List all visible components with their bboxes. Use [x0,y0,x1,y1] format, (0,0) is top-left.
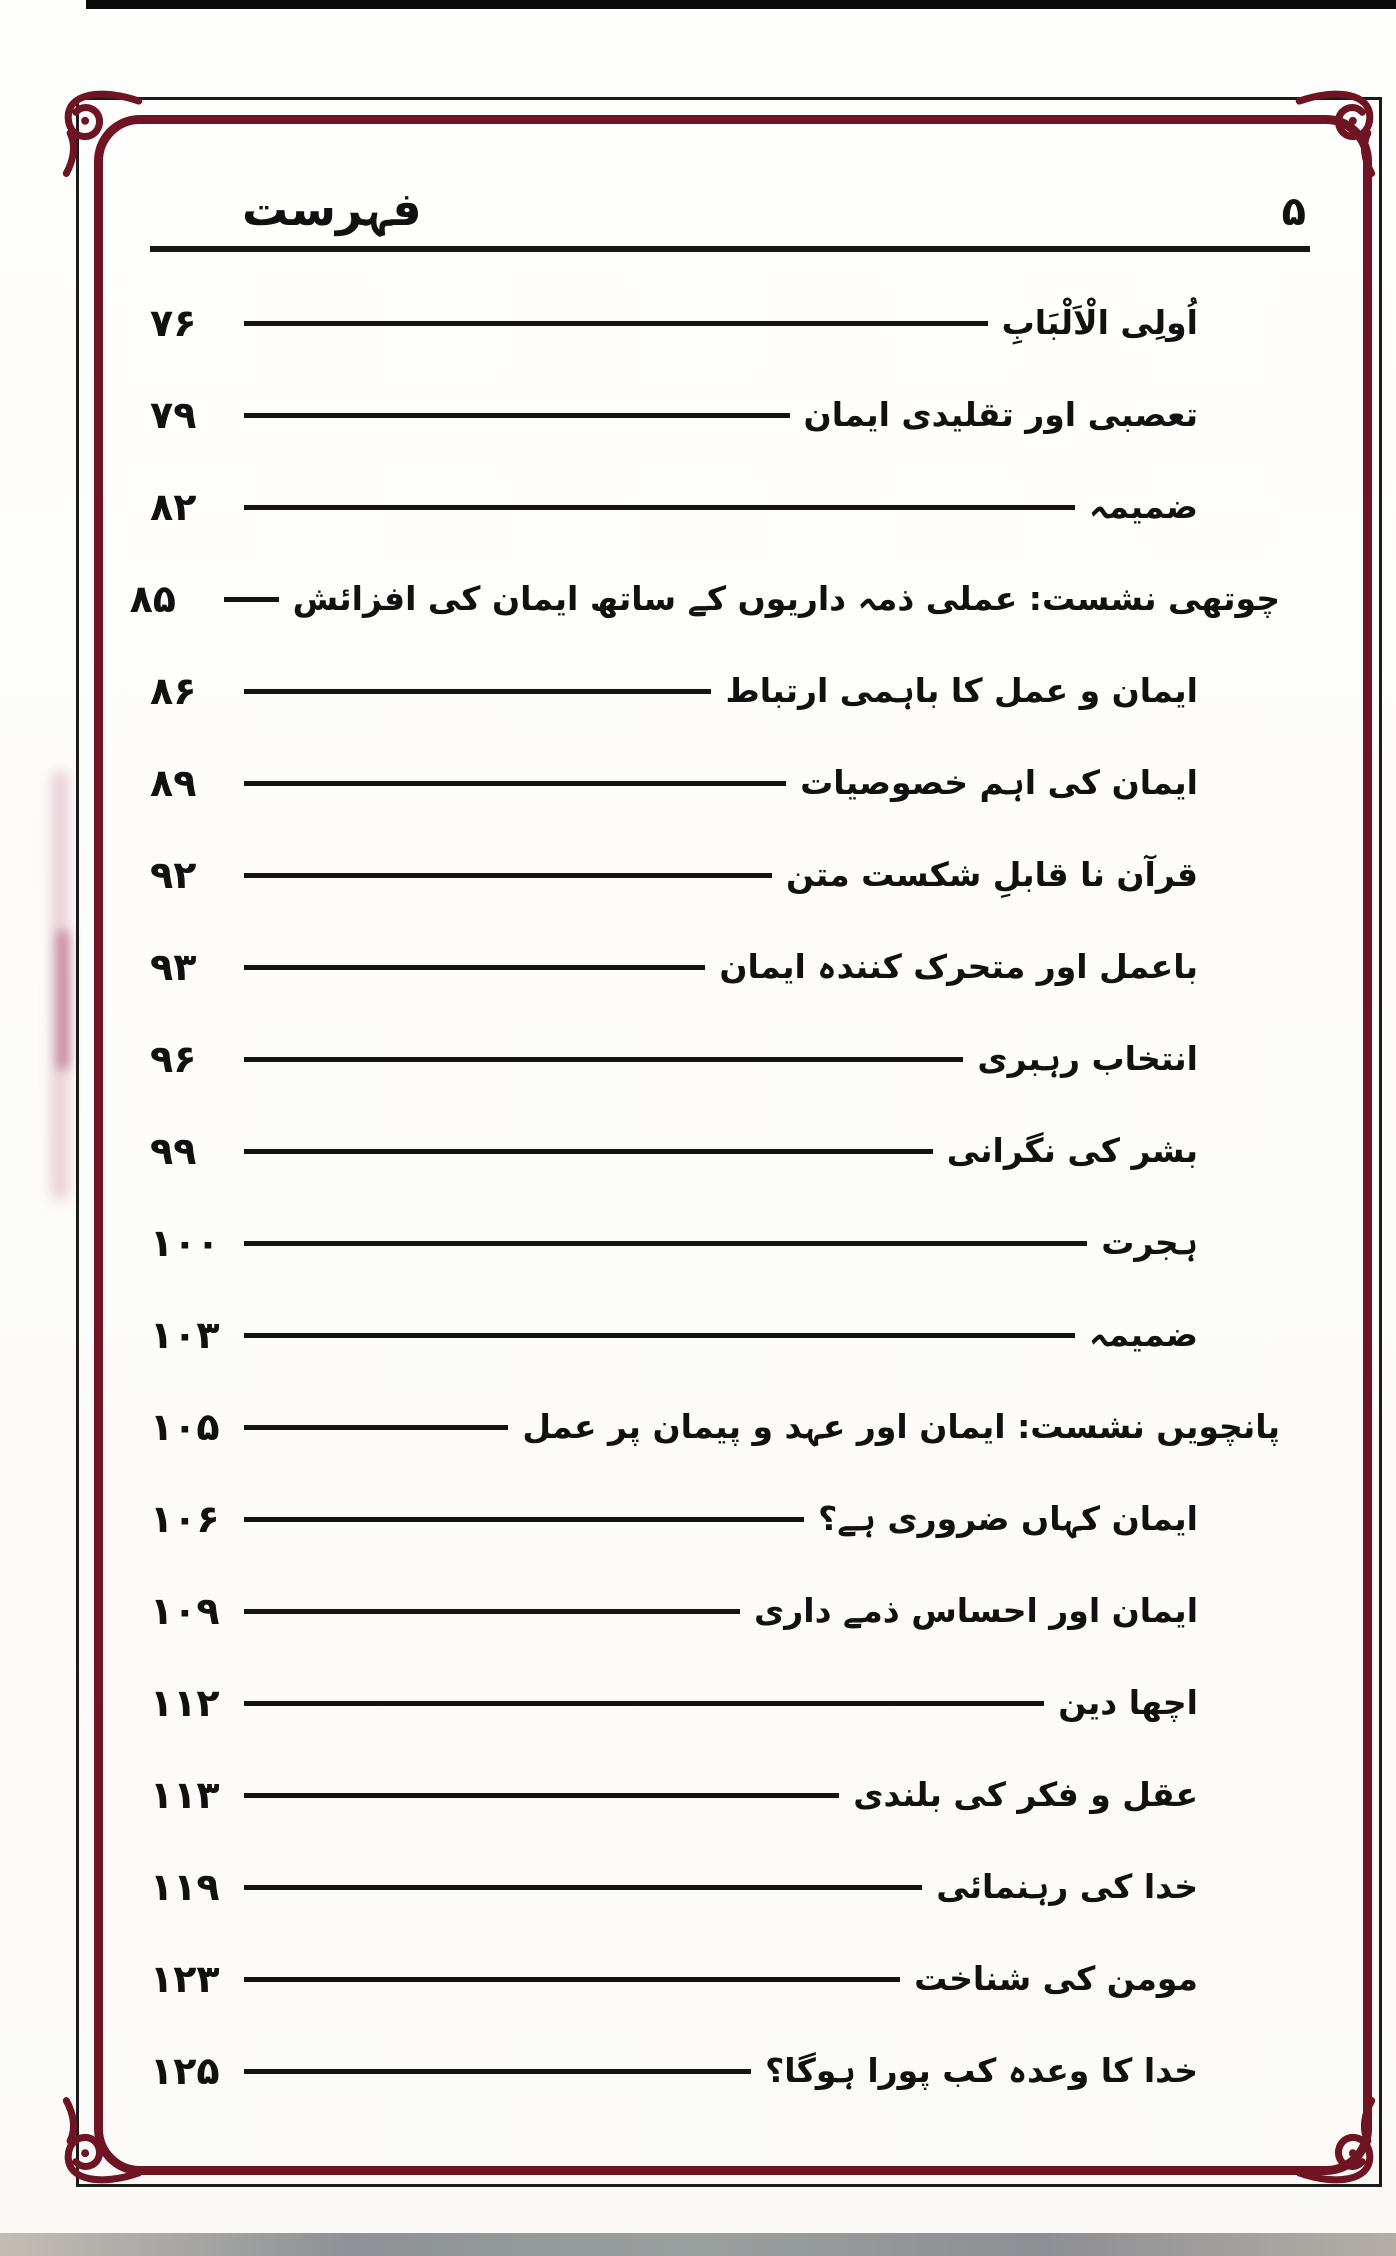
toc-leader-line [244,413,790,418]
toc-entry-title: پانچویں نشست: ایمان اور عہد و پیمان پر عمل [522,1406,1280,1446]
toc-row [150,277,1310,369]
toc-entry-page: ۱۱۲ [150,1681,220,1725]
toc-entry-title: انتخاب رہبری [977,1038,1198,1078]
toc-row [150,829,1310,921]
toc-row [150,1381,1310,1473]
toc-leader-line [224,597,279,602]
toc-entry-page: ۱۰۶ [150,1497,220,1541]
toc-leader-line [244,1701,1044,1706]
toc-entry-page: ۹۲ [150,853,197,897]
toc-row [150,461,1310,553]
toc-row [150,1749,1310,1841]
toc-entry-page: ۷۹ [150,393,197,437]
toc-row [150,1473,1310,1565]
scan-edge-top [86,0,1396,9]
toc-entry-title: ایمان اور احساس ذمے داری [754,1590,1198,1630]
toc-entry-title: ایمان کہاں ضروری ہے؟ [818,1498,1198,1538]
toc-leader-line [244,1425,508,1430]
toc-row [150,1841,1310,1933]
toc-row [150,1105,1310,1197]
toc-entry-page: ۱۲۳ [150,1957,220,2001]
toc-entry-title: ضمیمہ [1089,1314,1198,1354]
toc-row [150,369,1310,461]
toc-leader-line [244,1057,963,1062]
toc-leader-line [244,505,1075,510]
toc-entry-page: ۹۶ [150,1037,197,1081]
contents-heading: فہرست [242,182,422,236]
toc-entry-page: ۸۶ [150,669,197,713]
toc-leader-line [244,1977,900,1982]
toc-leader-line [244,689,711,694]
toc-leader-line [244,1149,933,1154]
toc-content [129,150,1310,2117]
toc-row [150,2025,1310,2117]
toc-row [150,645,1310,737]
toc-entry-page: ۱۱۹ [150,1865,220,1909]
toc-leader-line [244,1609,740,1614]
toc-entry-title: تعصبی اور تقلیدی ایمان [803,394,1198,434]
toc-entry-page: ۱۱۳ [150,1773,220,1817]
toc-row [150,1657,1310,1749]
toc-entry-page: ۸۵ [129,577,176,621]
toc-entry-page: ۱۰۰ [150,1221,220,1265]
toc-row [150,737,1310,829]
toc-entry-page: ۸۲ [150,485,197,529]
toc-entry-page: ۷۶ [150,301,197,345]
toc-entry-title: بشر کی نگرانی [946,1130,1198,1170]
toc-entry-title: ضمیمہ [1089,486,1198,526]
toc-list [129,277,1310,2117]
toc-row [150,1013,1310,1105]
scan-smudge [56,930,70,1070]
toc-entry-page: ۱۰۳ [150,1313,220,1357]
toc-row [150,1289,1310,1381]
page-header [150,150,1310,236]
toc-entry-title: اُولِی الْاَلْبَابِ [1001,302,1198,342]
toc-entry-title: قرآن نا قابلِ شکست متن [786,854,1198,894]
toc-leader-line [244,965,705,970]
toc-leader-line [244,873,772,878]
toc-entry-page: ۹۳ [150,945,197,989]
corner-knot-icon [56,2094,150,2188]
toc-entry-title: ایمان و عمل کا باہمی ارتباط [725,670,1198,710]
toc-entry-page: ۹۹ [150,1129,197,1173]
toc-leader-line [244,1793,839,1798]
toc-entry-page: ۱۲۵ [150,2049,220,2093]
toc-entry-title: باعمل اور متحرک کنندہ ایمان [719,946,1198,986]
toc-entry-title: مومن کی شناخت [914,1958,1198,1998]
toc-entry-title: خدا کی رہنمائی [936,1866,1198,1906]
toc-row [150,1197,1310,1289]
toc-row [150,1565,1310,1657]
toc-entry-title: خدا کا وعدہ کب پورا ہوگا؟ [765,2050,1198,2090]
toc-entry-page: ۱۰۵ [150,1405,220,1449]
toc-entry-title: چوتھی نشست: عملی ذمہ داریوں کے ساتھ ایمان کی افزائش [292,578,1280,618]
toc-entry-title: ہجرت [1101,1222,1198,1262]
scan-edge-bottom [0,2233,1396,2256]
toc-entry-page: ۸۹ [150,761,197,805]
toc-leader-line [244,1885,922,1890]
toc-leader-line [244,781,786,786]
toc-entry-title: ایمان کی اہم خصوصیات [800,762,1198,802]
toc-leader-line [244,1333,1075,1338]
toc-entry-page: ۱۰۹ [150,1589,220,1633]
corner-knot-icon [56,86,150,180]
toc-leader-line [244,2069,751,2074]
toc-entry-title: عقل و فکر کی بلندی [853,1774,1198,1814]
toc-row [150,1933,1310,2025]
toc-leader-line [244,321,988,326]
header-rule [150,246,1310,252]
toc-leader-line [244,1517,804,1522]
toc-entry-title: اچھا دین [1058,1682,1198,1722]
toc-leader-line [244,1241,1087,1246]
toc-row [129,553,1310,645]
toc-row [150,921,1310,1013]
page-number: ۵ [1281,189,1306,235]
